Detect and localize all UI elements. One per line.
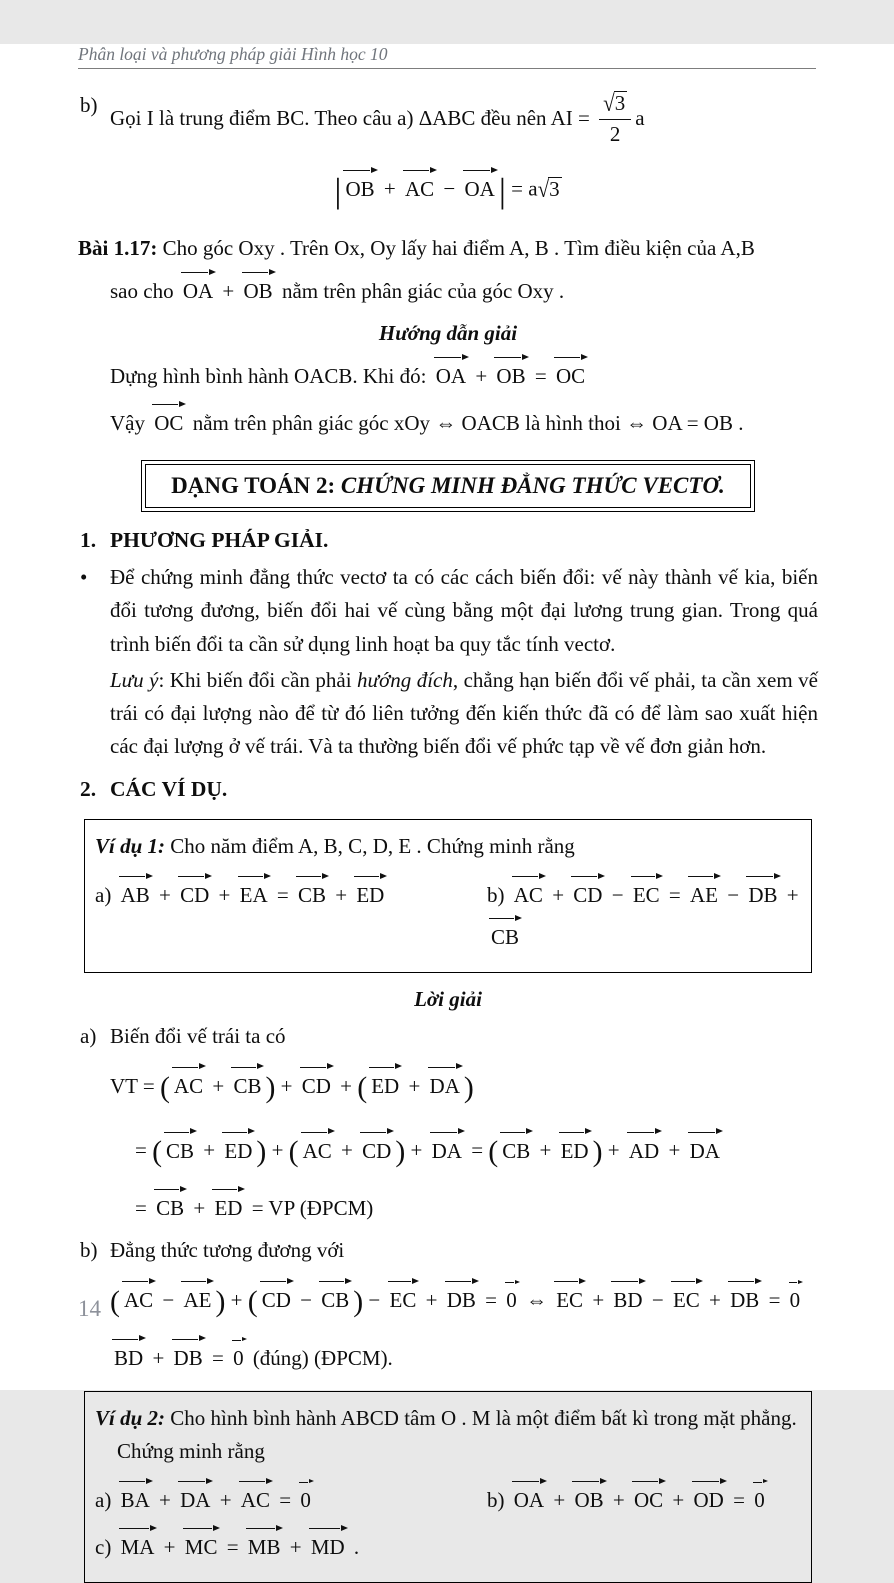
vector-term: DB (730, 1288, 760, 1313)
vector-term: AB (120, 883, 150, 908)
text-run: Đẳng thức tương đương với (110, 1238, 345, 1263)
text-run: + (275, 1073, 298, 1098)
text-run: Cho năm điểm A, B, C, D, E . Chứng minh rằng (165, 834, 575, 859)
abs-bar: | (334, 171, 342, 211)
text-run-bold: PHƯƠNG PHÁP GIẢI. (110, 528, 329, 553)
vector-term: AC (240, 1488, 270, 1513)
text-run: = (465, 1138, 489, 1163)
text-run: c) (95, 1535, 117, 1560)
text-line (78, 773, 818, 807)
text-run: nằm trên phân giác của góc Oxy . (276, 279, 565, 304)
example-box-1 (84, 819, 812, 973)
vector-term: MD (310, 1535, 345, 1560)
list-marker: b) (80, 1238, 98, 1263)
text-line (78, 89, 818, 151)
text-run: + (781, 883, 799, 908)
list-marker: a) (80, 1023, 97, 1048)
text-run: + (330, 883, 353, 908)
text-line (78, 317, 818, 350)
text-run: sao cho (110, 279, 179, 304)
text-run: + (420, 1288, 443, 1313)
vector-term: BD (114, 1345, 144, 1370)
vector-term: DA (689, 1138, 720, 1163)
text-run: + (548, 1488, 571, 1513)
text-run: + (217, 279, 240, 304)
text-run: + (153, 883, 177, 908)
big-paren: ( (288, 1135, 299, 1169)
text-run: + (703, 1288, 727, 1313)
text-run: + (207, 1073, 230, 1098)
vector-term: MB (247, 1535, 281, 1560)
vector-zero: 0 (506, 1288, 517, 1313)
text-run: b) (487, 1488, 510, 1513)
text-run: = (135, 1138, 153, 1163)
vector-term: DA (429, 1073, 460, 1098)
text-line (78, 1058, 818, 1118)
vector-term: AC (302, 1138, 332, 1163)
text-line (78, 561, 818, 661)
vector-term: CB (233, 1073, 262, 1098)
list-marker: b) (80, 93, 98, 117)
big-paren: ( (247, 1285, 258, 1319)
text-run: = (763, 1288, 786, 1313)
text-line (78, 1234, 818, 1267)
text-line (78, 1187, 818, 1229)
text-run: + (607, 1488, 630, 1513)
text-run: + (587, 1288, 610, 1313)
vector-term: ED (214, 1196, 243, 1221)
text-line (78, 355, 818, 397)
vector-term: CD (362, 1138, 392, 1163)
text-line (78, 1337, 818, 1379)
text-line (95, 830, 801, 863)
text-run: = (135, 1196, 153, 1221)
big-paren: ( (110, 1285, 120, 1319)
sqrt-sign: √ (603, 89, 615, 117)
big-paren: ) (265, 1070, 276, 1104)
text-run: = (273, 1488, 297, 1513)
vector-zero: 0 (233, 1345, 244, 1370)
vector-zero: 0 (754, 1488, 765, 1513)
text-run: Để chứng minh đẳng thức vectơ ta có các cách biến đổi: vế này thành vế kia, biến đổi tương đương, biến đổi hai vế cùng bằng một đại lương trung gian. Trong quá trình biến đổi ta cần sử dụng linh hoạt ba quy tắc tính vectơ. (110, 565, 818, 656)
text-run: + (403, 1073, 426, 1098)
sqrt-expression (603, 91, 627, 115)
text-run: + (213, 883, 236, 908)
big-paren: ) (463, 1070, 474, 1104)
text-run: + (335, 1138, 359, 1163)
text-run: + (158, 1535, 181, 1560)
vector-term: BD (613, 1288, 643, 1313)
vector-term: OA (464, 177, 495, 202)
big-paren: ( (488, 1135, 499, 1169)
text-run: : Khi biến đổi cần phải (158, 667, 358, 692)
text-run: ⇔ (520, 1288, 553, 1313)
radicand: 3 (614, 91, 626, 115)
vector-term: OA (513, 1488, 545, 1513)
text-run: b) (487, 883, 510, 908)
text-run-bold-italic: Lời giải (414, 987, 482, 1012)
big-paren: ) (395, 1135, 406, 1169)
vector-term: MA (120, 1535, 155, 1560)
vector-term: CD (261, 1288, 291, 1313)
text-run: − (606, 883, 629, 908)
text-run: Vậy (110, 411, 151, 436)
text-line (95, 1526, 801, 1568)
vector-term: OA (182, 279, 214, 304)
text-run: VT = (110, 1073, 160, 1098)
vector-term: CD (573, 883, 603, 908)
text-run: + (266, 1138, 289, 1163)
vector-term: CB (156, 1196, 185, 1221)
big-paren: ) (215, 1285, 226, 1319)
vector-term: CB (502, 1138, 531, 1163)
text-run: Cho hình bình hành ABCD tâm O . M là một điểm bất kì trong mặt phẳng. Chứng minh rằng (117, 1405, 797, 1463)
vector-term: CD (301, 1073, 331, 1098)
sqrt-sign: √ (537, 175, 550, 203)
text-line (78, 524, 818, 558)
text-run-bold-italic: Ví dụ 2: (95, 1405, 166, 1430)
text-run: + (663, 1138, 686, 1163)
text-run-italic: hướng đích (357, 667, 453, 692)
text-line (78, 232, 818, 265)
vector-term: ED (560, 1138, 589, 1163)
vector-term: OC (633, 1488, 664, 1513)
text-run: + (470, 364, 493, 389)
vector-term: BA (120, 1488, 150, 1513)
text-run: + (188, 1196, 211, 1221)
vector-term: OC (555, 364, 586, 389)
example-box-2 (84, 1391, 812, 1583)
vector-term: DA (431, 1138, 462, 1163)
text-run: = a (505, 177, 538, 202)
text-line (78, 1122, 818, 1182)
big-paren: ( (152, 1135, 163, 1169)
text-run: + (198, 1138, 221, 1163)
vector-term: EA (239, 883, 268, 908)
vector-term: OC (154, 411, 184, 436)
vector-term: AE (690, 883, 718, 908)
vector-term: DB (173, 1345, 203, 1370)
text-run: = (479, 1288, 503, 1313)
vector-term: CB (166, 1138, 195, 1163)
vector-term: OD (693, 1488, 724, 1513)
text-line (78, 1272, 818, 1332)
list-marker: 2. (80, 777, 97, 802)
big-paren: ) (592, 1135, 603, 1169)
text-run: = (206, 1345, 230, 1370)
text-run-bold: DẠNG TOÁN 2: (171, 473, 341, 499)
column-left (95, 1479, 487, 1521)
text-line (78, 664, 818, 764)
text-run-italic: Lưu ý (110, 667, 159, 692)
text-run: + (153, 1488, 177, 1513)
vector-term: AE (183, 1288, 212, 1313)
vector-term: MC (184, 1535, 218, 1560)
vector-term: EC (556, 1288, 584, 1313)
text-run: . (348, 1535, 360, 1560)
text-run-bold-italic: Hướng dẫn giải (378, 321, 518, 346)
vector-term: ED (371, 1073, 400, 1098)
text-run-bold-italic: Ví dụ 1: (95, 834, 166, 859)
text-run: Dựng hình bình hành OACB. Khi đó: (110, 364, 432, 389)
text-run: = (663, 883, 686, 908)
denominator: 2 (609, 122, 621, 147)
text-run: − (363, 1288, 386, 1313)
text-run: + (667, 1488, 690, 1513)
vector-term: DB (748, 883, 778, 908)
text-run: a) (95, 883, 117, 908)
text-run: + (405, 1138, 428, 1163)
vector-term: DB (446, 1288, 476, 1313)
vector-term: EC (389, 1288, 417, 1313)
big-paren: ( (159, 1070, 170, 1104)
vector-term: CD (180, 883, 210, 908)
column-left (95, 874, 487, 958)
text-run: đều nên (475, 106, 551, 130)
vector-term: DA (180, 1488, 211, 1513)
vector-term: EC (632, 883, 660, 908)
vector-term: CB (491, 925, 520, 950)
list-marker: 1. (80, 528, 97, 553)
text-run: + (147, 1345, 170, 1370)
abs-bar: | (498, 171, 506, 211)
vector-term: OB (243, 279, 273, 304)
vector-term: OA (435, 364, 467, 389)
text-line (95, 1402, 801, 1468)
text-run: = (221, 1535, 244, 1560)
text-run: AI = (550, 106, 596, 130)
text-run: (đúng) (ĐPCM). (247, 1345, 393, 1370)
text-run: − (157, 1288, 180, 1313)
text-run: + (284, 1535, 307, 1560)
vector-term: ED (224, 1138, 253, 1163)
text-run: + (602, 1138, 625, 1163)
text-run: − (722, 883, 745, 908)
text-run: Gọi I là trung điểm BC. Theo câu a) (110, 106, 419, 130)
example-equations-row (95, 1473, 801, 1521)
vector-term: AC (123, 1288, 154, 1313)
text-run: nằm trên phân giác góc xOy ⇔ OACB là hình thoi ⇔ OA = OB . (187, 411, 744, 436)
text-run: + (214, 1488, 237, 1513)
fraction (599, 89, 631, 147)
text-run: , chẳng hạn biến đổi vế phải, ta cần xem vế trái có đại lượng nào để từ đó liên tưởng đến kiến thức đã có để làm sao xuất hiện các đại lượng ở vế trái. Và ta thường biến đổi vế phức tạp về vế đơn giản hơn. (110, 667, 818, 759)
list-marker: • (80, 565, 88, 590)
vector-term: EC (672, 1288, 700, 1313)
section-heading-box (145, 464, 751, 508)
text-run: + (546, 883, 570, 908)
vector-term: CB (321, 1288, 350, 1313)
text-run: + (334, 1073, 358, 1098)
vector-zero: 0 (789, 1288, 801, 1313)
text-run: ΔABC (418, 106, 476, 130)
vector-term: OB (345, 177, 375, 202)
text-run: a (635, 106, 645, 130)
text-run-bold: CÁC VÍ DỤ. (110, 777, 228, 802)
text-run: − (646, 1288, 669, 1313)
column-right (487, 874, 801, 958)
text-run: Biến đổi vế trái ta có (110, 1023, 286, 1048)
radicand: 3 (549, 177, 560, 202)
text-run: + (378, 177, 401, 202)
page-header: Phân loại và phương pháp giải Hình học 10 (78, 44, 816, 69)
text-run: = (271, 883, 294, 908)
text-run: a) (95, 1488, 117, 1513)
vector-zero: 0 (300, 1488, 311, 1513)
example-equations-row (95, 868, 801, 958)
text-line (78, 156, 818, 227)
text-run: + (225, 1288, 248, 1313)
text-line (78, 983, 818, 1016)
text-run: Cho góc Oxy . Trên Ox, Oy lấy hai điểm A, B . Tìm điều kiện của A,B (157, 235, 755, 260)
vector-term: AD (628, 1138, 660, 1163)
big-paren: ) (256, 1135, 267, 1169)
vector-term: AC (513, 883, 543, 908)
vector-term: AC (404, 177, 435, 202)
text-run: = VP (ĐPCM) (246, 1196, 374, 1221)
text-run-bold-italic: CHỨNG MINH ĐẲNG THỨC VECTƠ. (340, 473, 725, 499)
vector-term: OB (496, 364, 526, 389)
textbook-page (0, 44, 894, 1560)
page-number: 14 (78, 1296, 101, 1321)
column-right (487, 1479, 801, 1521)
text-line (78, 402, 818, 444)
text-line (78, 1020, 818, 1053)
vector-term: CB (297, 883, 326, 908)
text-run: = (529, 364, 552, 389)
document-content (78, 69, 818, 1583)
vector-term: ED (356, 883, 385, 908)
text-run: = (727, 1488, 751, 1513)
text-run-bold: Bài 1.17: (78, 235, 158, 260)
text-run: − (294, 1288, 318, 1313)
big-paren: ( (357, 1070, 368, 1104)
numerator (599, 89, 631, 120)
text-run: + (534, 1138, 557, 1163)
vector-term: OB (574, 1488, 604, 1513)
big-paren: ) (353, 1285, 364, 1319)
text-line (78, 270, 818, 312)
vector-term: AC (173, 1073, 204, 1098)
text-run: − (438, 177, 461, 202)
sqrt-expression (538, 177, 562, 201)
